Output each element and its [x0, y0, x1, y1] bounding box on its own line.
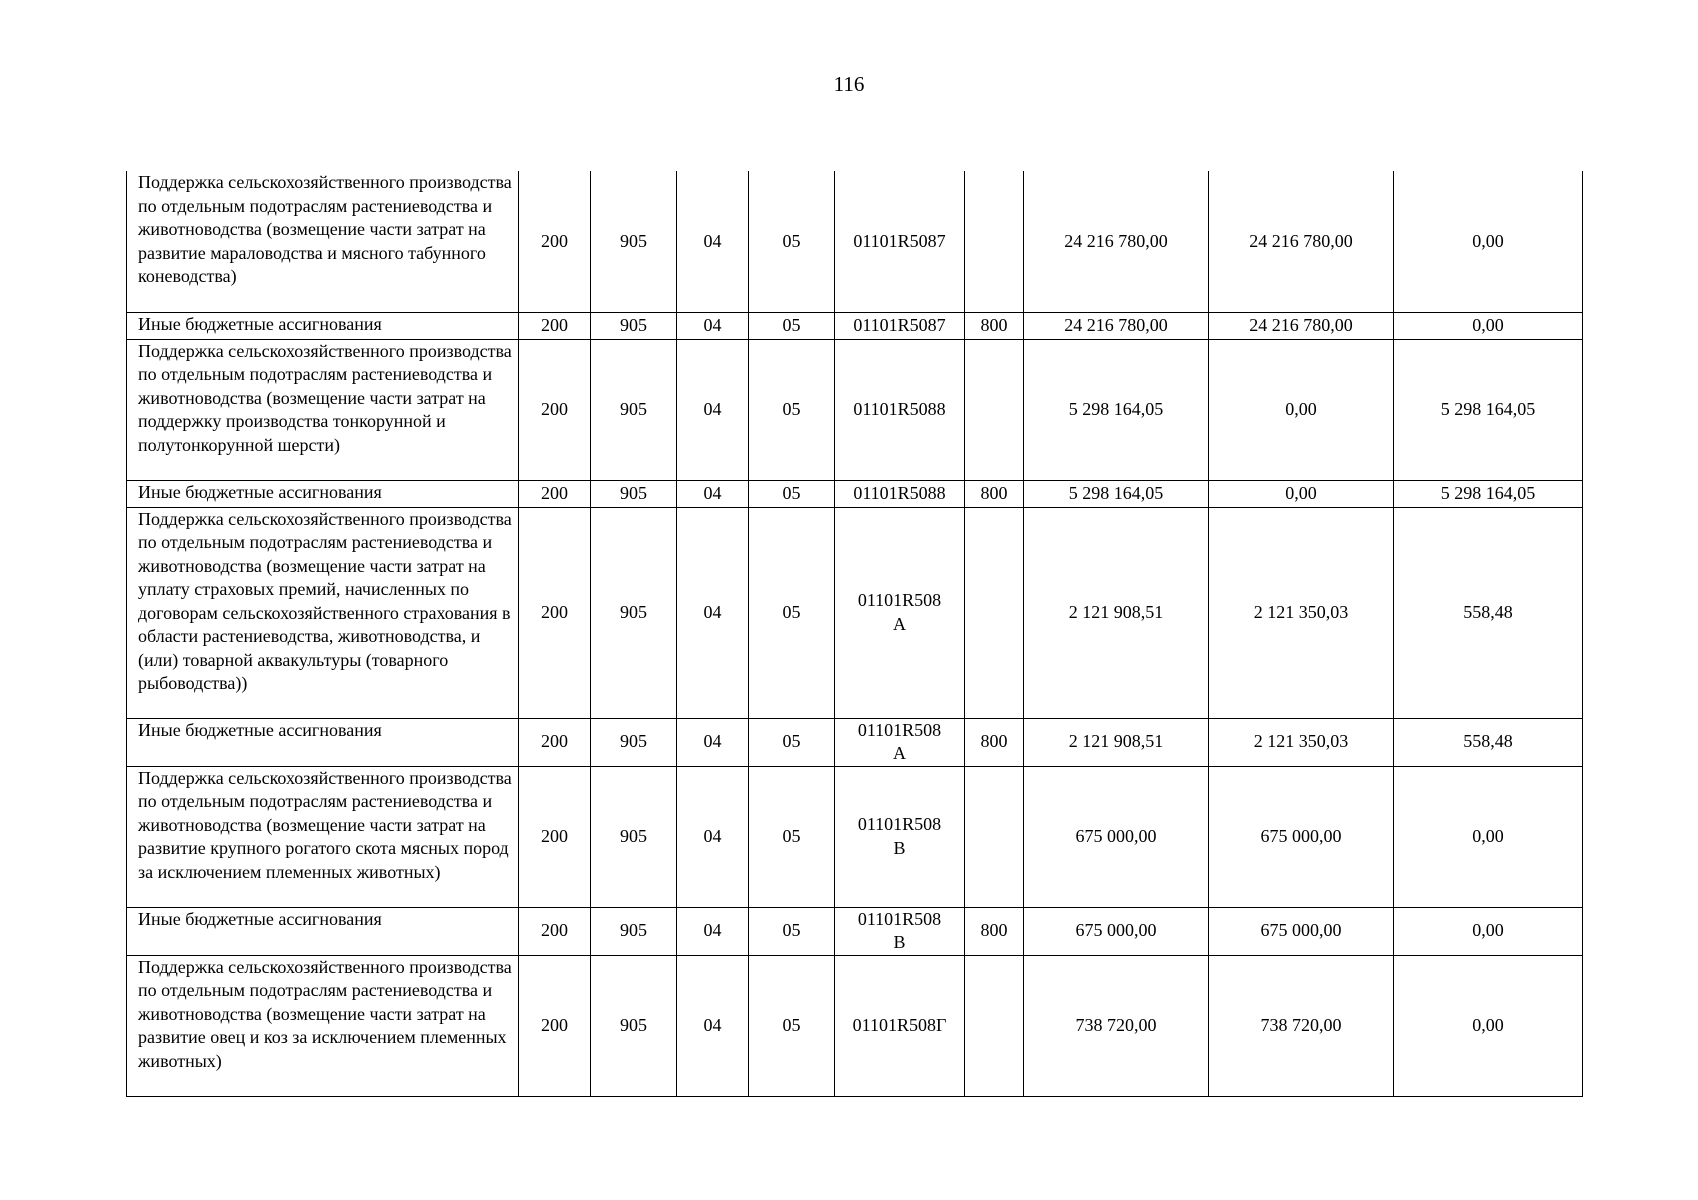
cell-c1: 200 [519, 339, 591, 480]
cell-sum1: 24 216 780,00 [1024, 312, 1209, 339]
cell-c3: 04 [677, 171, 749, 312]
row-name: Поддержка сельскохозяйственного производства по отдельным подотраслям растениеводства и животноводства (возмещение части затрат на поддержку производства тонкорунной и полутонкорунной шерсти) [127, 339, 519, 480]
cell-sum3: 5 298 164,05 [1394, 339, 1583, 480]
row-name: Иные бюджетные ассигнования [127, 907, 519, 955]
cell-vr: 800 [965, 718, 1024, 766]
cell-sum1: 675 000,00 [1024, 766, 1209, 907]
cell-c3: 04 [677, 339, 749, 480]
cell-sum3: 0,00 [1394, 171, 1583, 312]
cell-c2: 905 [591, 480, 677, 507]
cell-c1: 200 [519, 907, 591, 955]
cell-sum2: 0,00 [1209, 480, 1394, 507]
cell-c1: 200 [519, 955, 591, 1096]
cell-vr: 800 [965, 907, 1024, 955]
cell-c2: 905 [591, 312, 677, 339]
table-row [127, 718, 1583, 766]
cell-sum2: 675 000,00 [1209, 907, 1394, 955]
cell-sum2: 2 121 350,03 [1209, 718, 1394, 766]
cell-code: 01101R5088 [835, 339, 965, 480]
cell-sum1: 24 216 780,00 [1024, 171, 1209, 312]
cell-vr: 800 [965, 480, 1024, 507]
cell-sum2: 2 121 350,03 [1209, 507, 1394, 718]
cell-c2: 905 [591, 955, 677, 1096]
cell-c3: 04 [677, 312, 749, 339]
table-row [127, 171, 1583, 312]
table-row [127, 339, 1583, 480]
cell-vr [965, 766, 1024, 907]
cell-sum1: 5 298 164,05 [1024, 480, 1209, 507]
cell-sum3: 558,48 [1394, 507, 1583, 718]
cell-sum3: 5 298 164,05 [1394, 480, 1583, 507]
cell-c1: 200 [519, 480, 591, 507]
cell-code: 01101R5088 [835, 480, 965, 507]
cell-sum3: 0,00 [1394, 955, 1583, 1096]
cell-sum3: 0,00 [1394, 766, 1583, 907]
cell-code: 01101R508 А [835, 507, 965, 718]
cell-code: 01101R508 А [835, 718, 965, 766]
cell-vr [965, 339, 1024, 480]
cell-vr [965, 171, 1024, 312]
budget-table [126, 171, 1583, 1097]
cell-c2: 905 [591, 718, 677, 766]
cell-c2: 905 [591, 507, 677, 718]
cell-c4: 05 [749, 171, 835, 312]
cell-c3: 04 [677, 766, 749, 907]
cell-c4: 05 [749, 907, 835, 955]
row-name: Поддержка сельскохозяйственного производства по отдельным подотраслям растениеводства и животноводства (возмещение части затрат на развитие мараловодства и мясного табунного коневодства) [127, 171, 519, 312]
cell-c1: 200 [519, 507, 591, 718]
cell-vr [965, 955, 1024, 1096]
table-row [127, 507, 1583, 718]
cell-c3: 04 [677, 955, 749, 1096]
table-row [127, 480, 1583, 507]
cell-sum1: 738 720,00 [1024, 955, 1209, 1096]
cell-c1: 200 [519, 312, 591, 339]
cell-code: 01101R508 В [835, 907, 965, 955]
row-name: Поддержка сельскохозяйственного производства по отдельным подотраслям растениеводства и животноводства (возмещение части затрат на развитие крупного рогатого скота мясных пород за исключением племенных животных) [127, 766, 519, 907]
cell-sum1: 2 121 908,51 [1024, 718, 1209, 766]
cell-sum2: 0,00 [1209, 339, 1394, 480]
table-row [127, 955, 1583, 1096]
cell-vr [965, 507, 1024, 718]
cell-c3: 04 [677, 718, 749, 766]
cell-code: 01101R508Г [835, 955, 965, 1096]
cell-sum2: 738 720,00 [1209, 955, 1394, 1096]
cell-sum2: 24 216 780,00 [1209, 312, 1394, 339]
table-row [127, 907, 1583, 955]
cell-sum1: 5 298 164,05 [1024, 339, 1209, 480]
cell-c1: 200 [519, 718, 591, 766]
cell-c1: 200 [519, 766, 591, 907]
cell-c2: 905 [591, 766, 677, 907]
row-name: Иные бюджетные ассигнования [127, 480, 519, 507]
cell-vr: 800 [965, 312, 1024, 339]
table-row [127, 766, 1583, 907]
cell-c2: 905 [591, 907, 677, 955]
cell-c4: 05 [749, 507, 835, 718]
page-number: 116 [833, 72, 865, 96]
cell-c3: 04 [677, 480, 749, 507]
row-name: Иные бюджетные ассигнования [127, 718, 519, 766]
cell-c3: 04 [677, 907, 749, 955]
table-row [127, 312, 1583, 339]
cell-sum3: 558,48 [1394, 718, 1583, 766]
cell-sum3: 0,00 [1394, 907, 1583, 955]
row-name: Поддержка сельскохозяйственного производства по отдельным подотраслям растениеводства и животноводства (возмещение части затрат на уплату страховых премий, начисленных по договорам сельскохозяйственного страхования в области растениеводства, животноводства, и (или) товарной аквакультуры (товарного рыбоводства)) [127, 507, 519, 718]
cell-c4: 05 [749, 718, 835, 766]
cell-sum2: 24 216 780,00 [1209, 171, 1394, 312]
cell-sum3: 0,00 [1394, 312, 1583, 339]
cell-c2: 905 [591, 171, 677, 312]
cell-code: 01101R508 В [835, 766, 965, 907]
cell-c2: 905 [591, 339, 677, 480]
cell-c4: 05 [749, 312, 835, 339]
cell-sum1: 2 121 908,51 [1024, 507, 1209, 718]
row-name: Иные бюджетные ассигнования [127, 312, 519, 339]
cell-code: 01101R5087 [835, 171, 965, 312]
cell-code: 01101R5087 [835, 312, 965, 339]
cell-c3: 04 [677, 507, 749, 718]
cell-c1: 200 [519, 171, 591, 312]
cell-c4: 05 [749, 955, 835, 1096]
cell-c4: 05 [749, 339, 835, 480]
cell-c4: 05 [749, 766, 835, 907]
row-name: Поддержка сельскохозяйственного производства по отдельным подотраслям растениеводства и животноводства (возмещение части затрат на развитие овец и коз за исключением племенных животных) [127, 955, 519, 1096]
cell-sum1: 675 000,00 [1024, 907, 1209, 955]
cell-c4: 05 [749, 480, 835, 507]
cell-sum2: 675 000,00 [1209, 766, 1394, 907]
